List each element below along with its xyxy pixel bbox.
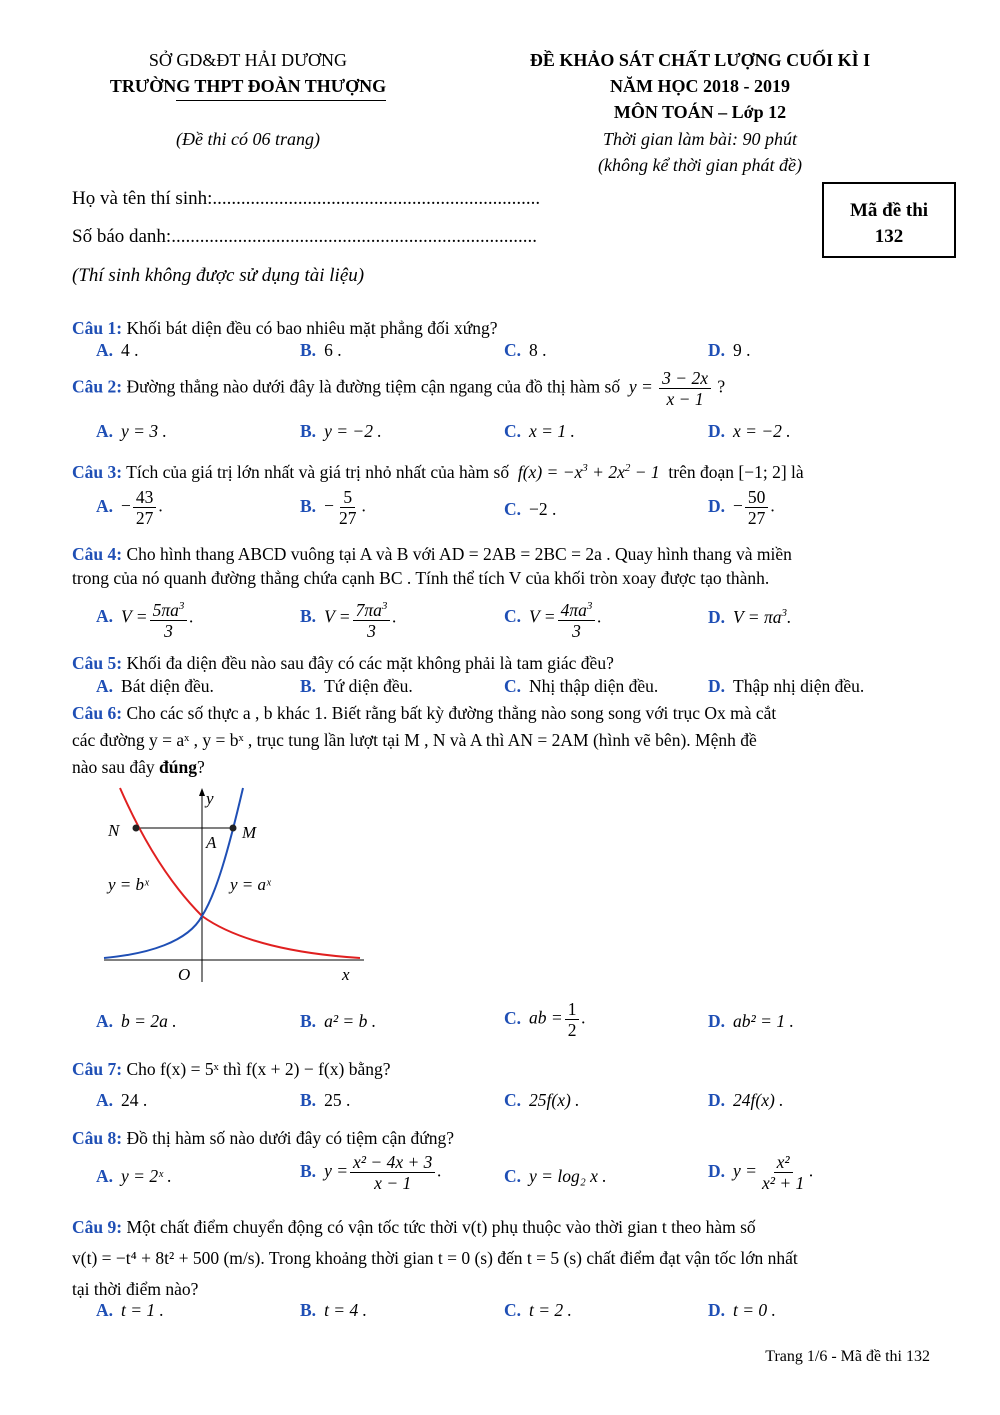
- no-documents-note: (Thí sinh không được sử dụng tài liệu): [72, 265, 365, 286]
- school-name: TRƯỜNG THPT ĐOÀN THƯỢNG: [109, 76, 387, 96]
- q7-option-b: B. 25 .: [300, 1090, 351, 1110]
- question-5: Câu 5: Khối đa diện đều nào sau đây có các mặt không phải là tam giác đều?: [72, 653, 614, 673]
- exam-code-label: Mã đề thi: [849, 200, 929, 221]
- school-underline: [176, 100, 386, 101]
- q2-option-d: D. x = −2 .: [708, 421, 791, 441]
- exponential-graph-figure: [98, 782, 378, 994]
- q9-option-b: B. t = 4 .: [300, 1300, 367, 1320]
- label-a-pow-x: y = aˣ: [230, 875, 271, 894]
- label-a: A: [206, 833, 217, 852]
- point-n: [133, 825, 140, 832]
- exam-code-box: [822, 182, 956, 258]
- q2-option-a: A. y = 3 .: [96, 421, 167, 441]
- q3-option-c: C. −2 .: [504, 499, 557, 519]
- q4-option-a: A. V = $\frac{5\pi a^3}{3}$ .: [96, 596, 194, 641]
- q2-option-b: B. y = −2 .: [300, 421, 382, 441]
- question-number: Câu 1:: [72, 318, 123, 338]
- q6-option-b: B. a² = b .: [300, 1011, 377, 1031]
- q4-option-b: B. V = $\frac{7\pi a^3}{3}$ .: [300, 596, 397, 641]
- student-id-field: Số báo danh:.............................................................................: [72, 226, 537, 247]
- curve-b-pow-x: [120, 788, 360, 958]
- q8-option-a: A. y = 2ˣ .: [96, 1166, 172, 1186]
- curve-a-pow-x: [104, 788, 243, 958]
- label-n: N: [108, 821, 120, 840]
- student-name-field: Họ và tên thí sinh:.....................................................................: [72, 188, 541, 209]
- q8-option-c: C. y = log₂ x .: [504, 1166, 607, 1186]
- dept-name: SỞ GD&ĐT HẢI DƯƠNG: [148, 50, 348, 70]
- label-y: y: [206, 789, 214, 808]
- page-footer: Trang 1/6 - Mã đề thi 132: [765, 1348, 930, 1365]
- exam-time: Thời gian làm bài: 90 phút: [602, 129, 798, 149]
- question-text: Khối bát diện đều có bao nhiêu mặt phẳng đối xứng?: [126, 318, 498, 338]
- q5-option-c: C. Nhị thập diện đều.: [504, 676, 659, 696]
- exam-subject: MÔN TOÁN – Lớp 12: [613, 102, 787, 122]
- question-6: Câu 6: Cho các số thực a , b khác 1. Biết rằng bất kỳ đường thẳng nào song song với trục Ox mà cắt các đường y = aˣ , y = bˣ , trục tung lần lượt tại M , N và A thì AN = 2AM (hình vẽ bên). Mệnh đề nào sau đây đúng?: [72, 703, 777, 777]
- q3-option-b: B. − $\frac{5}{27}$ .: [300, 487, 366, 528]
- q1-option-c: C. 8 .: [504, 340, 547, 360]
- label-origin: O: [178, 965, 191, 984]
- pages-note: (Đề thi có 06 trang): [176, 129, 320, 149]
- q1-option-b: B. 6 .: [300, 340, 342, 360]
- y-axis-arrow: [199, 788, 205, 796]
- q9-option-d: D. t = 0 .: [708, 1300, 776, 1320]
- q6-option-a: A. b = 2a .: [96, 1011, 177, 1031]
- q6-option-d: D. ab² = 1 .: [708, 1011, 794, 1031]
- question-3: Câu 3: Tích của giá trị lớn nhất và giá trị nhỏ nhất của hàm số $f(x) = -x^3 + 2x^2 - 1$ trên đoạn [−1; 2] là: [72, 461, 804, 482]
- q4-option-c: C. V = $\frac{4\pi a^3}{3}$ .: [504, 596, 602, 641]
- q1-option-a: A. 4 .: [96, 340, 139, 360]
- question-8: Câu 8: Đồ thị hàm số nào dưới đây có tiệm cận đứng?: [72, 1128, 455, 1148]
- label-x: x: [342, 965, 350, 984]
- question-1: [72, 316, 498, 340]
- q3-option-a: A. − $\frac{43}{27}$ .: [96, 487, 163, 528]
- label-b-pow-x: y = bˣ: [108, 875, 149, 894]
- exam-title: ĐỀ KHẢO SÁT CHẤT LƯỢNG CUỐI KÌ I: [529, 50, 871, 70]
- q8-option-b: B. y = $\frac{\text{x² − 4x + 3}}{x - 1}$ .: [300, 1152, 442, 1193]
- q3-option-d: D. − $\frac{50}{27}$ .: [708, 487, 775, 528]
- q5-option-a: A. Bát diện đều.: [96, 676, 214, 696]
- q7-option-c: C. 25f(x) .: [504, 1090, 580, 1110]
- q2-option-c: C. x = 1 .: [504, 421, 575, 441]
- q5-option-b: B. Tứ diện đều.: [300, 676, 413, 696]
- point-m: [230, 825, 237, 832]
- q8-option-d: D. y = $\frac{\text{x²}}{\text{x² + 1}}$ .: [708, 1152, 814, 1193]
- label-m: M: [242, 823, 257, 842]
- question-4: Câu 4: Cho hình thang ABCD vuông tại A và B với AD = 2AB = 2BC = 2a . Quay hình thang và miền trong của nó quanh đường thẳng chứa cạnh BC . Tính thể tích V của khối tròn xoay được tạo thành.: [72, 544, 792, 588]
- q1-option-d: D. 9 .: [708, 340, 751, 360]
- q6-option-c: C. ab = $\frac{1}{2}$ .: [504, 999, 586, 1040]
- q9-option-c: C. t = 2 .: [504, 1300, 572, 1320]
- question-9: Câu 9: Một chất điểm chuyển động có vận tốc tức thời v(t) phụ thuộc vào thời gian t theo hàm số v(t) = −t⁴ + 8t² + 500 (m/s). Trong khoảng thời gian t = 0 (s) đến t = 5 (s) chất điểm đạt vận tốc lớn nhất tại thời điểm nào?: [72, 1217, 798, 1299]
- question-2: Câu 2: Đường thẳng nào dưới đây là đường tiệm cận ngang của đồ thị hàm số y = $\frac{3 - 2x}{x - 1}$ ?: [72, 368, 726, 409]
- q5-option-d: D. Thập nhị diện đều.: [708, 676, 865, 696]
- q7-option-d: D. 24f(x) .: [708, 1090, 784, 1110]
- exam-code-value: 132: [874, 226, 904, 247]
- q9-option-a: A. t = 1 .: [96, 1300, 164, 1320]
- q4-option-d: D. $V = \pi a^3$.: [708, 607, 792, 627]
- q2-fraction: $\frac{3 - 2x}{x - 1}$: [659, 368, 711, 409]
- question-7: Câu 7: Cho f(x) = 5ˣ thì f(x + 2) − f(x) bằng?: [72, 1059, 391, 1079]
- q7-option-a: A. 24 .: [96, 1090, 148, 1110]
- exam-time-note: (không kể thời gian phát đề): [597, 155, 803, 175]
- exam-year: NĂM HỌC 2018 - 2019: [610, 76, 790, 96]
